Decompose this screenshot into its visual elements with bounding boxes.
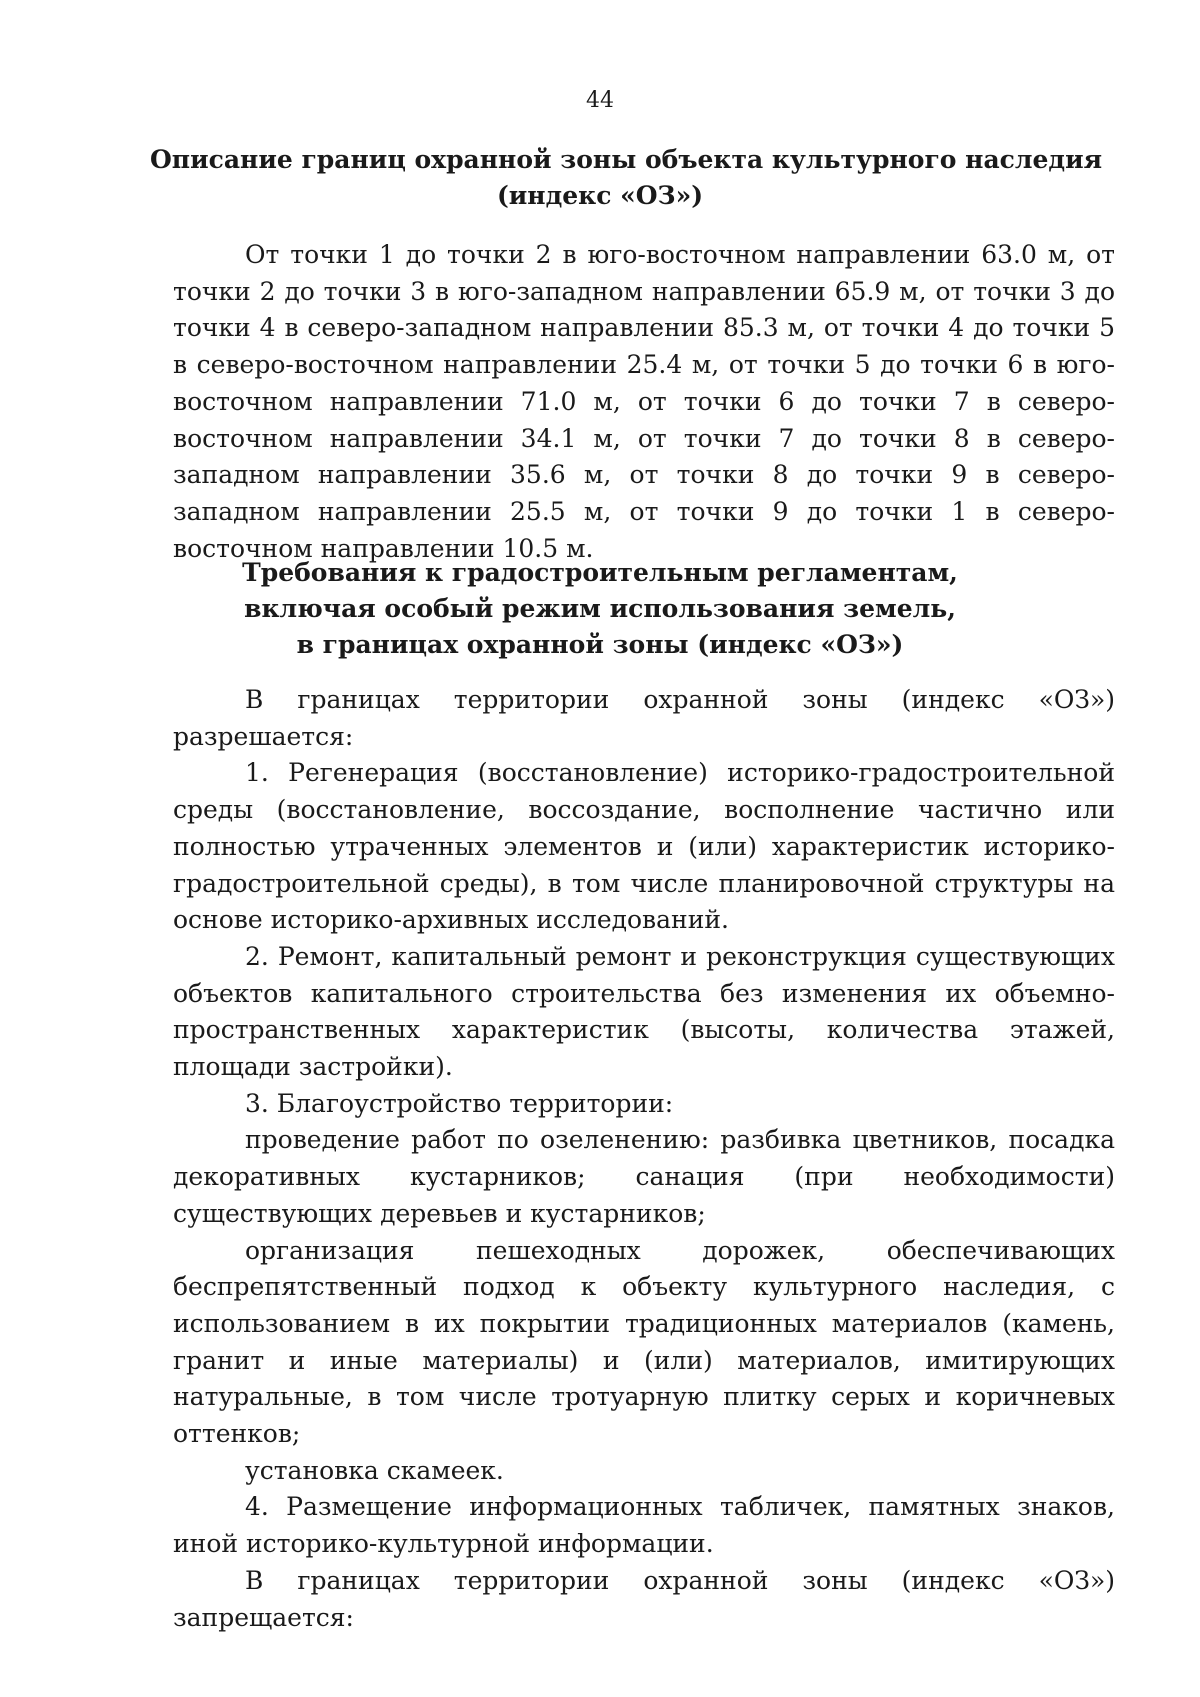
section-heading-requirements bbox=[150, 555, 1050, 663]
heading-line: Описание границ охранной зоны объекта культурного наследия bbox=[150, 145, 1103, 174]
heading-line: включая особый режим использования земель, bbox=[244, 594, 956, 623]
page-number: 44 bbox=[586, 88, 614, 113]
paragraph-benches: установка скамеек. bbox=[245, 1455, 504, 1485]
paragraph-prohibited-intro: В границах территории охранной зоны (индекс «ОЗ») запрещается: bbox=[173, 1565, 1115, 1632]
section-heading-boundaries bbox=[150, 142, 1103, 214]
paragraph-paths: организация пешеходных дорожек, обеспечивающих беспрепятственный подход к объекту культурного наследия, с использованием в их покрытии традиционных материалов (камень, гранит и иные материалы) и (или) материалов, имитирующих натуральные, в том числе тротуарную плитку серых и коричневых оттенков; bbox=[173, 1235, 1115, 1449]
paragraph-item-3: 3. Благоустройство территории: bbox=[245, 1088, 674, 1118]
boundaries-description bbox=[173, 237, 1115, 567]
paragraph: От точки 1 до точки 2 в юго-восточном направлении 63.0 м, от точки 2 до точки 3 в юго-западном направлении 65.9 м, от точки 3 до точки 4 в северо-западном направлении 85.3 м, от точки 4 до точки 5 в северо-восточном направлении 25.4 м, от точки 5 до точки 6 в юго-восточном направлении 71.0 м, от точки 6 до точки 7 в северо-восточном направлении 34.1 м, от точки 7 до точки 8 в северо-западном направлении 35.6 м, от точки 8 до точки 9 в северо-западном направлении 25.5 м, от точки 9 до точки 1 в северо-восточном направлении 10.5 м. bbox=[173, 240, 1115, 563]
heading-line: (индекс «ОЗ») bbox=[496, 181, 704, 210]
heading-line: Требования к градостроительным регламентам, bbox=[242, 558, 958, 587]
paragraph-allowed-intro: В границах территории охранной зоны (индекс «ОЗ») разрешается: bbox=[173, 685, 1115, 751]
paragraph-item-1: 1. Регенерация (восстановление) историко-градостроительной среды (восстановление, воссоздание, восполнение частично или полностью утраченных элементов и (или) характеристик историко-градостроительной среды), в том числе планировочной структуры на основе историко-архивных исследований. bbox=[173, 758, 1115, 935]
paragraph-item-4: 4. Размещение информационных табличек, памятных знаков, иной историко-культурной информации. bbox=[173, 1492, 1115, 1559]
paragraph-landscaping: проведение работ по озеленению: разбивка цветников, посадка декоративных кустарников; санация (при необходимости) существующих деревьев и кустарников; bbox=[173, 1125, 1115, 1228]
paragraph-item-2: 2. Ремонт, капитальный ремонт и реконструкция существующих объектов капитального строительства без изменения их объемно-пространственных характеристик (высоты, количества этажей, площади застройки). bbox=[173, 941, 1115, 1082]
requirements-text bbox=[173, 682, 1115, 1636]
heading-line: в границах охранной зоны (индекс «ОЗ») bbox=[296, 630, 904, 659]
